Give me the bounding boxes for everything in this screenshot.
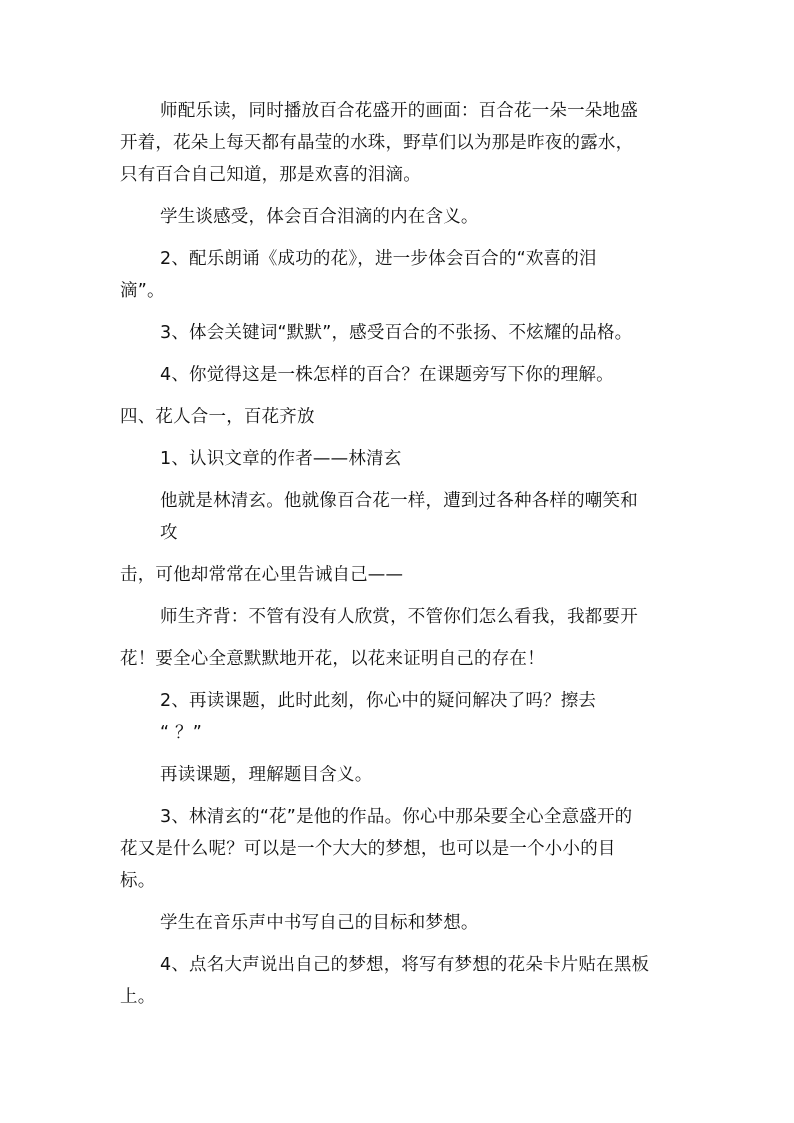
paragraph-line: 攻: [160, 523, 178, 543]
paragraph-line: 标。: [120, 871, 156, 891]
paragraph-line: 花又是什么呢？可以是一个大大的梦想，也可以是一个小小的目: [120, 839, 616, 859]
paragraph-line: “ ？”: [160, 723, 202, 743]
paragraph-line: 学生在音乐声中书写自己的目标和梦想。: [160, 913, 479, 933]
paragraph-line: 上。: [120, 987, 156, 1007]
paragraph-line: 他就是林清玄。他就像百合花一样，遭到过各种各样的嘲笑和: [160, 491, 638, 511]
paragraph-line: 滴”。: [120, 281, 165, 301]
paragraph-line: 3、体会关键词“默默”，感受百合的不张扬、不炫耀的品格。: [160, 323, 633, 343]
paragraph-line: 师配乐读，同时播放百合花盛开的画面：百合花一朵一朵地盛: [160, 101, 638, 121]
paragraph-line: 击，可他却常常在心里告诫自己——: [120, 565, 404, 585]
paragraph-line: 2、配乐朗诵《成功的花》，进一步体会百合的“欢喜的泪: [160, 249, 597, 269]
paragraph-line: 师生齐背：不管有没有人欣赏，不管你们怎么看我，我都要开: [160, 607, 638, 627]
paragraph-line: 1、认识文章的作者——林清玄: [160, 449, 402, 469]
paragraph-line: 再读课题，理解题目含义。: [160, 765, 373, 785]
paragraph-line: 4、点名大声说出自己的梦想，将写有梦想的花朵卡片贴在黑板: [160, 955, 650, 975]
paragraph-line: 学生谈感受，体会百合泪滴的内在含义。: [160, 207, 479, 227]
section-heading: 四、花人合一，百花齐放: [120, 407, 315, 427]
paragraph-line: 开着，花朵上每天都有晶莹的水珠，野草们以为那是昨夜的露水，: [120, 133, 634, 153]
paragraph-line: 2、再读课题，此时此刻，你心中的疑问解决了吗？擦去: [160, 691, 597, 711]
paragraph-line: 只有百合自己知道，那是欢喜的泪滴。: [120, 165, 421, 185]
paragraph-line: 4、你觉得这是一株怎样的百合？在课题旁写下你的理解。: [160, 365, 614, 385]
paragraph-line: 花！要全心全意默默地开花，以花来证明自己的存在！: [120, 649, 545, 669]
paragraph-line: 3、林清玄的“花”是他的作品。你心中那朵要全心全意盛开的: [160, 807, 633, 827]
